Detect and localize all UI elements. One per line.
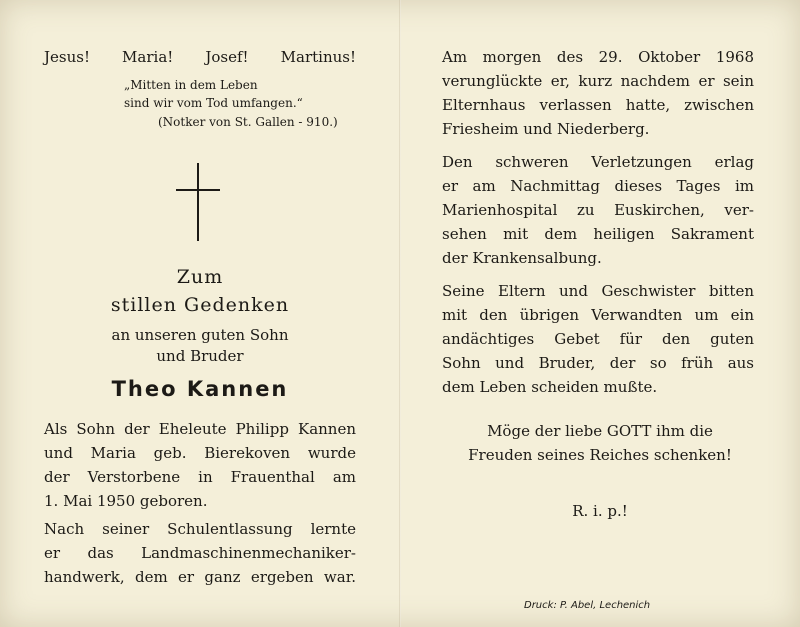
rip: R. i. p.! bbox=[572, 502, 628, 520]
dedication-line-2: und Bruder bbox=[156, 347, 244, 365]
death-line: er am Nachmittag dieses Tages im bbox=[442, 177, 754, 195]
biography-line: der Verstorbene in Frauenthal am bbox=[44, 468, 356, 486]
dedication-line-1: an unseren guten Sohn bbox=[111, 326, 289, 344]
prayer-request-line: mit den übrigen Verwandten um ein bbox=[442, 306, 754, 324]
heading-line-1: Zum bbox=[176, 266, 224, 288]
heading-line-2: stillen Gedenken bbox=[110, 294, 290, 316]
cross-icon bbox=[176, 163, 220, 241]
blessing-line-1: Möge der liebe GOTT ihm die bbox=[487, 422, 713, 440]
education-line: handwerk, dem er ganz ergeben war. bbox=[44, 568, 356, 586]
right-panel bbox=[400, 0, 800, 627]
quote-line-1: „Mitten in dem Leben bbox=[124, 78, 258, 92]
education-line: Nach seiner Schulentlassung lernte bbox=[44, 520, 356, 538]
prayer-request-line: Sohn und Bruder, der so früh aus bbox=[442, 354, 754, 372]
education-line: er das Landmaschinenmechaniker- bbox=[44, 544, 356, 562]
quote-source: (Notker von St. Gallen - 910.) bbox=[158, 115, 338, 129]
blessing-line-2: Freuden seines Reiches schenken! bbox=[468, 446, 732, 464]
accident-line: Friesheim und Niederberg. bbox=[442, 120, 650, 138]
deceased-name: Theo Kannen bbox=[111, 377, 289, 401]
biography-line: und Maria geb. Bierekoven wurde bbox=[44, 444, 356, 462]
accident-line: Am morgen des 29. Oktober 1968 bbox=[442, 48, 754, 66]
death-line: Marienhospital zu Euskirchen, ver- bbox=[442, 201, 754, 219]
prayer-request-line: Seine Eltern und Geschwister bitten bbox=[442, 282, 754, 300]
death-line: Den schweren Verletzungen erlag bbox=[442, 153, 754, 171]
accident-line: verunglückte er, kurz nachdem er sein bbox=[442, 72, 754, 90]
biography-line: 1. Mai 1950 geboren. bbox=[44, 492, 208, 510]
quote-line-2: sind wir vom Tod umfangen.“ bbox=[124, 96, 303, 110]
prayer-request-line: andächtiges Gebet für den guten bbox=[442, 330, 754, 348]
prayer-request-line: dem Leben scheiden mußte. bbox=[442, 378, 658, 396]
printer-credit: Druck: P. Abel, Lechenich bbox=[524, 600, 651, 611]
biography-line: Als Sohn der Eheleute Philipp Kannen bbox=[44, 420, 356, 438]
death-line: sehen mit dem heiligen Sakrament bbox=[442, 225, 754, 243]
accident-line: Elternhaus verlassen hatte, zwischen bbox=[442, 96, 754, 114]
death-line: der Krankensalbung. bbox=[442, 249, 602, 267]
invocation: Jesus! Maria! Josef! Martinus! bbox=[44, 48, 356, 66]
